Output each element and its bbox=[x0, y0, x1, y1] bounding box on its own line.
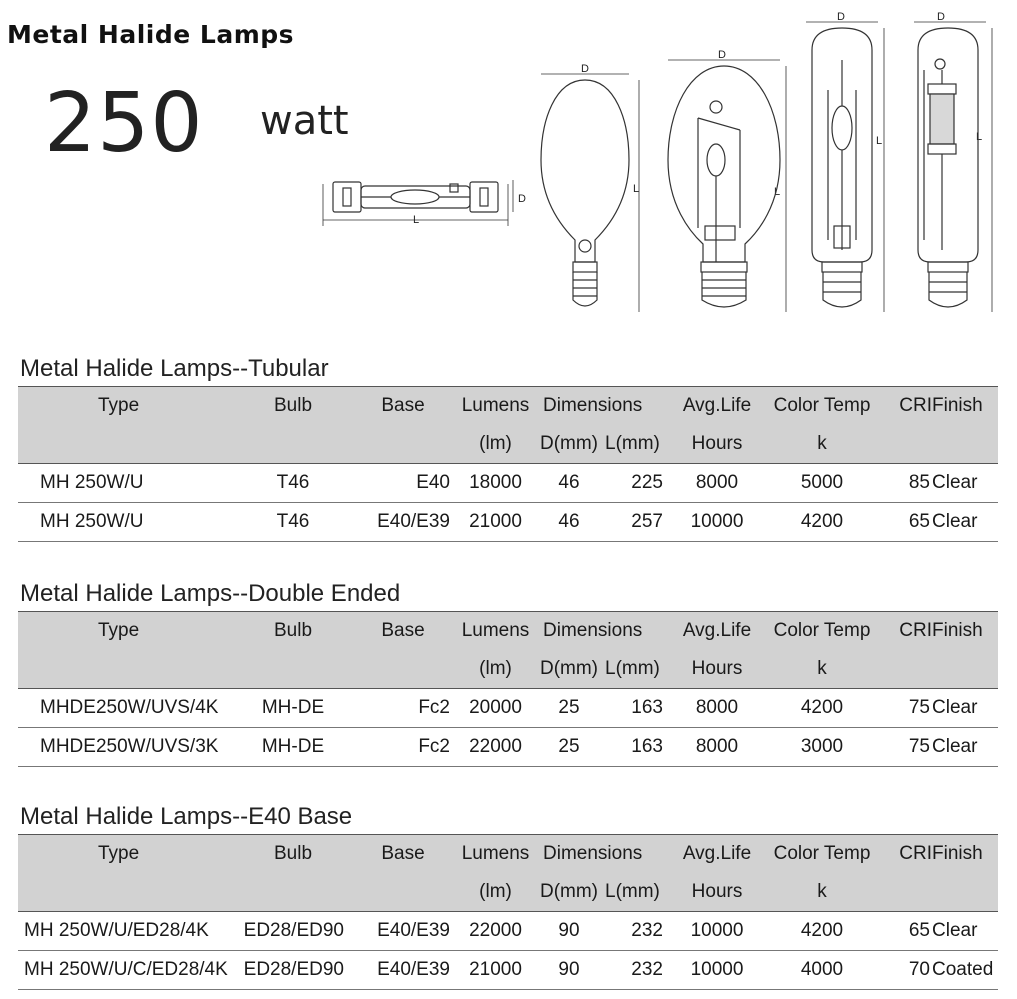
col-subheader-lumens-unit: (lm) bbox=[458, 872, 533, 912]
col-header-finish: Finish bbox=[932, 612, 998, 650]
cell-color-temp: 3000 bbox=[757, 728, 887, 767]
col-subheader-d-mm: D(mm) bbox=[533, 424, 605, 464]
col-header-type: Type bbox=[18, 387, 238, 425]
col-subheader-lumens-unit: (lm) bbox=[458, 649, 533, 689]
cell-length: 232 bbox=[605, 951, 677, 990]
cell-length: 163 bbox=[605, 728, 677, 767]
cell-lumens: 21000 bbox=[458, 951, 533, 990]
col-header-dimensions: Dimensions bbox=[533, 387, 677, 425]
cell-length: 257 bbox=[605, 503, 677, 542]
cell-finish: Clear bbox=[932, 728, 998, 767]
col-header-dimensions: Dimensions bbox=[533, 612, 677, 650]
col-header-lumens: Lumens bbox=[458, 612, 533, 650]
ed-length-label: L bbox=[774, 186, 781, 198]
col-subheader-d-mm: D(mm) bbox=[533, 649, 605, 689]
col-header-dimensions: Dimensions bbox=[533, 835, 677, 873]
e40-base-spec-table bbox=[18, 834, 998, 990]
ellipsoidal-diameter-label: D bbox=[581, 63, 589, 75]
cell-type: MHDE250W/UVS/4K bbox=[18, 689, 238, 728]
cell-life: 8000 bbox=[677, 464, 757, 503]
col-header-life: Avg.Life bbox=[677, 612, 757, 650]
col-subheader-l-mm: L(mm) bbox=[605, 424, 677, 464]
cell-base: E40/E39 bbox=[348, 503, 458, 542]
tubular-lamp-drawing-1 bbox=[806, 11, 884, 312]
col-subheader-l-mm: L(mm) bbox=[605, 872, 677, 912]
cell-base: Fc2 bbox=[348, 689, 458, 728]
col-subheader-d-mm: D(mm) bbox=[533, 872, 605, 912]
col-header-bulb: Bulb bbox=[238, 387, 348, 425]
col-header-type: Type bbox=[18, 835, 238, 873]
cell-lumens: 22000 bbox=[458, 728, 533, 767]
cell-lumens: 22000 bbox=[458, 912, 533, 951]
cell-type: MH 250W/U bbox=[18, 503, 238, 542]
col-header-base: Base bbox=[348, 612, 458, 650]
col-header-bulb: Bulb bbox=[238, 835, 348, 873]
col-subheader-life-unit: Hours bbox=[677, 649, 757, 689]
cell-finish: Clear bbox=[932, 503, 998, 542]
cell-bulb: ED28/ED90 bbox=[238, 951, 348, 990]
double-ended-length-label: L bbox=[413, 214, 420, 226]
col-subheader-l-mm: L(mm) bbox=[605, 649, 677, 689]
cell-diameter: 46 bbox=[533, 503, 605, 542]
cell-diameter: 90 bbox=[533, 912, 605, 951]
cell-type: MH 250W/U/ED28/4K bbox=[18, 912, 238, 951]
page-title: Metal Halide Lamps bbox=[7, 20, 295, 49]
cell-life: 8000 bbox=[677, 728, 757, 767]
table-row bbox=[18, 728, 998, 767]
col-header-color-temp: Color Temp bbox=[757, 612, 887, 650]
cell-color-temp: 4000 bbox=[757, 951, 887, 990]
col-header-finish: Finish bbox=[932, 835, 998, 873]
tubular1-length-label: L bbox=[876, 135, 883, 147]
tubular-lamp-drawing-2 bbox=[914, 11, 992, 312]
table-row bbox=[18, 689, 998, 728]
ellipsoidal-length-label: L bbox=[633, 183, 640, 195]
tubular2-diameter-label: D bbox=[937, 11, 945, 23]
col-header-cri: CRI bbox=[887, 612, 932, 650]
cell-base: Fc2 bbox=[348, 728, 458, 767]
cell-base: E40/E39 bbox=[348, 951, 458, 990]
ellipsoidal-lamp-drawing bbox=[541, 63, 639, 312]
ed-diameter-label: D bbox=[718, 49, 726, 61]
cell-finish: Clear bbox=[932, 912, 998, 951]
cell-length: 232 bbox=[605, 912, 677, 951]
cell-cri: 75 bbox=[887, 689, 932, 728]
tubular1-diameter-label: D bbox=[837, 11, 845, 23]
col-subheader-color-temp-unit: k bbox=[757, 649, 887, 689]
double-ended-diameter-label: D bbox=[518, 193, 526, 205]
col-subheader-lumens-unit: (lm) bbox=[458, 424, 533, 464]
cell-diameter: 25 bbox=[533, 728, 605, 767]
cell-life: 8000 bbox=[677, 689, 757, 728]
cell-bulb: ED28/ED90 bbox=[238, 912, 348, 951]
col-header-type: Type bbox=[18, 612, 238, 650]
table-row bbox=[18, 912, 998, 951]
cell-color-temp: 4200 bbox=[757, 689, 887, 728]
col-subheader-color-temp-unit: k bbox=[757, 424, 887, 464]
col-header-bulb: Bulb bbox=[238, 612, 348, 650]
cell-lumens: 20000 bbox=[458, 689, 533, 728]
cell-cri: 70 bbox=[887, 951, 932, 990]
tubular2-length-label: L bbox=[976, 131, 983, 143]
table-row bbox=[18, 503, 998, 542]
cell-cri: 65 bbox=[887, 912, 932, 951]
cell-base: E40 bbox=[348, 464, 458, 503]
wattage-value: 250 bbox=[44, 76, 204, 171]
cell-lumens: 18000 bbox=[458, 464, 533, 503]
cell-cri: 75 bbox=[887, 728, 932, 767]
cell-life: 10000 bbox=[677, 912, 757, 951]
ed-clear-lamp-drawing bbox=[668, 49, 786, 312]
section-title-double-ended: Metal Halide Lamps--Double Ended bbox=[20, 580, 401, 607]
cell-diameter: 25 bbox=[533, 689, 605, 728]
col-header-cri: CRI bbox=[887, 835, 932, 873]
cell-bulb: MH-DE bbox=[238, 689, 348, 728]
cell-type: MH 250W/U bbox=[18, 464, 238, 503]
col-header-lumens: Lumens bbox=[458, 835, 533, 873]
col-header-cri: CRI bbox=[887, 387, 932, 425]
col-subheader-life-unit: Hours bbox=[677, 872, 757, 912]
col-subheader-color-temp-unit: k bbox=[757, 872, 887, 912]
cell-cri: 65 bbox=[887, 503, 932, 542]
cell-color-temp: 4200 bbox=[757, 912, 887, 951]
col-header-color-temp: Color Temp bbox=[757, 387, 887, 425]
cell-type: MHDE250W/UVS/3K bbox=[18, 728, 238, 767]
table-row bbox=[18, 951, 998, 990]
cell-color-temp: 4200 bbox=[757, 503, 887, 542]
cell-life: 10000 bbox=[677, 503, 757, 542]
col-header-base: Base bbox=[348, 387, 458, 425]
cell-length: 225 bbox=[605, 464, 677, 503]
cell-diameter: 90 bbox=[533, 951, 605, 990]
cell-finish: Clear bbox=[932, 689, 998, 728]
col-header-base: Base bbox=[348, 835, 458, 873]
col-header-finish: Finish bbox=[932, 387, 998, 425]
cell-bulb: T46 bbox=[238, 464, 348, 503]
cell-bulb: T46 bbox=[238, 503, 348, 542]
lamp-diagrams bbox=[315, 8, 1005, 318]
cell-bulb: MH-DE bbox=[238, 728, 348, 767]
col-subheader-life-unit: Hours bbox=[677, 424, 757, 464]
cell-finish: Clear bbox=[932, 464, 998, 503]
table-row bbox=[18, 464, 998, 503]
cell-life: 10000 bbox=[677, 951, 757, 990]
cell-type: MH 250W/U/C/ED28/4K bbox=[18, 951, 238, 990]
section-title-tubular: Metal Halide Lamps--Tubular bbox=[20, 355, 329, 382]
col-header-lumens: Lumens bbox=[458, 387, 533, 425]
cell-length: 163 bbox=[605, 689, 677, 728]
cell-color-temp: 5000 bbox=[757, 464, 887, 503]
double-ended-lamp-drawing bbox=[323, 180, 526, 226]
col-header-color-temp: Color Temp bbox=[757, 835, 887, 873]
col-header-life: Avg.Life bbox=[677, 387, 757, 425]
cell-base: E40/E39 bbox=[348, 912, 458, 951]
wattage-unit: watt bbox=[260, 98, 349, 144]
col-header-life: Avg.Life bbox=[677, 835, 757, 873]
cell-cri: 85 bbox=[887, 464, 932, 503]
double-ended-spec-table bbox=[18, 611, 998, 767]
cell-finish: Coated bbox=[932, 951, 998, 990]
tubular-spec-table bbox=[18, 386, 998, 542]
section-title-e40-base: Metal Halide Lamps--E40 Base bbox=[20, 803, 353, 830]
cell-lumens: 21000 bbox=[458, 503, 533, 542]
cell-diameter: 46 bbox=[533, 464, 605, 503]
